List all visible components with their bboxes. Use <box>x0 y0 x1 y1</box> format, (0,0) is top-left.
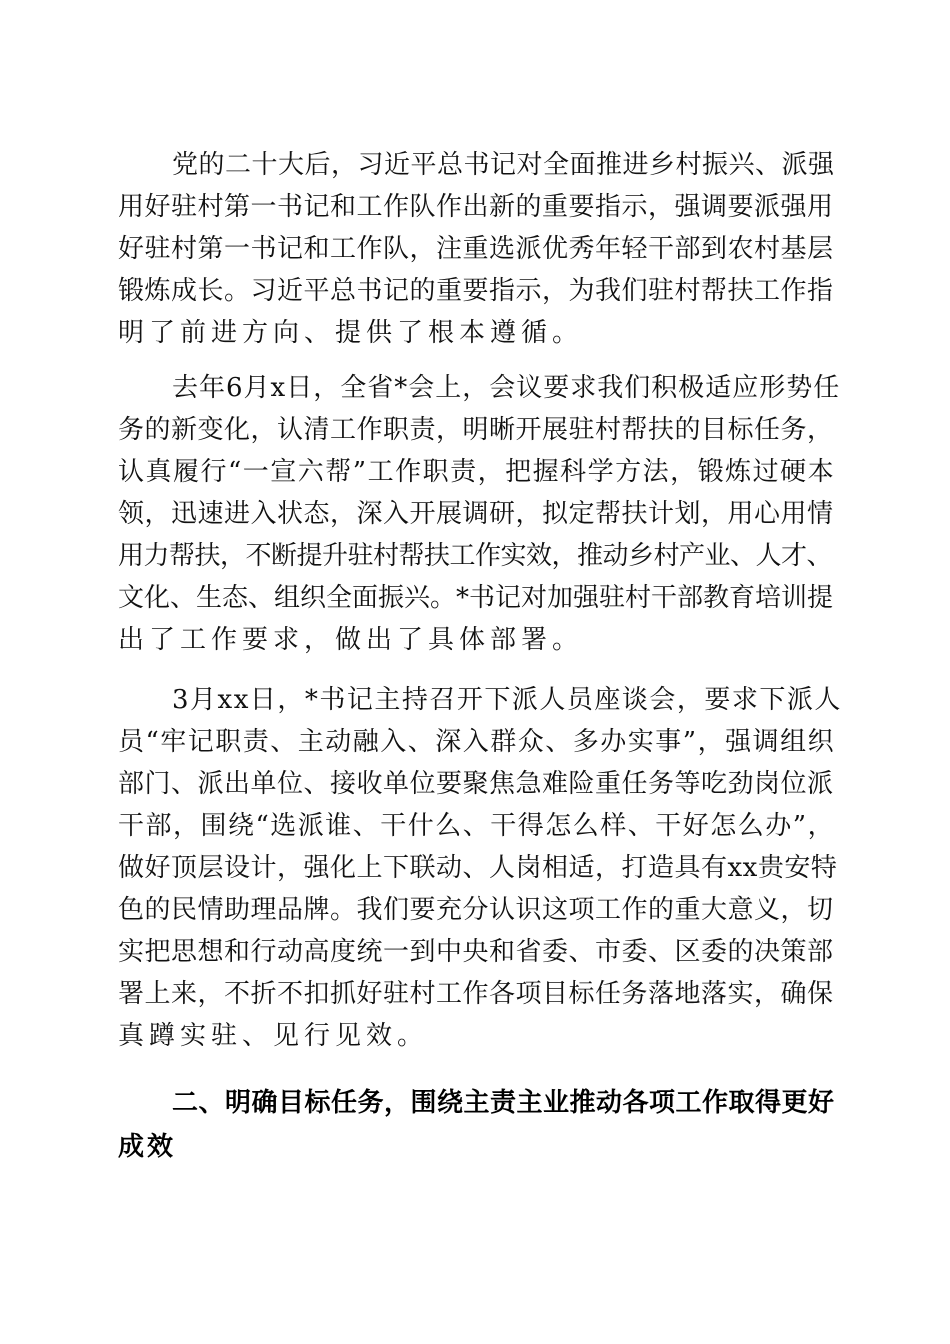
paragraph-3-line-6: 色的民情助理品牌。我们要充分认识这项工作的重大意义，切 <box>118 895 834 925</box>
paragraph-2-line-6: 文化、生态、组织全面振兴。*书记对加强驻村干部教育培训提 <box>118 583 834 613</box>
paragraph-2-line-1: 去年6月x日，全省*会上，会议要求我们积极适应形势任 <box>172 373 841 403</box>
paragraph-2-line-3: 认真履行“一宣六帮”工作职责，把握科学方法，锻炼过硬本 <box>118 457 836 487</box>
paragraph-2-line-5: 用力帮扶，不断提升驻村帮扶工作实效，推动乡村产业、人才、 <box>118 541 833 571</box>
paragraph-2-line-4: 领，迅速进入状态，深入开展调研，拟定帮扶计划，用心用情 <box>118 499 834 529</box>
paragraph-2-line-2: 务的新变化，认清工作职责，明晰开展驻村帮扶的目标任务， <box>118 415 834 445</box>
paragraph-3-line-8: 署上来，不折不扣抓好驻村工作各项目标任务落地落实，确保 <box>118 979 834 1009</box>
paragraph-1-line-3: 好驻村第一书记和工作队，注重选派优秀年轻干部到农村基层 <box>118 234 834 264</box>
paragraph-3-line-4: 干部，围绕“选派谁、干什么、干得怎么样、干好怎么办”， <box>118 811 836 841</box>
paragraph-3-line-5: 做好顶层设计，强化上下联动、人岗相适，打造具有xx贵安特 <box>118 853 838 883</box>
paragraph-3-line-2: 员“牢记职责、主动融入、深入群众、多办实事”，强调组织 <box>118 727 836 757</box>
paragraph-3-line-7: 实把思想和行动高度统一到中央和省委、市委、区委的决策部 <box>118 937 834 967</box>
paragraph-1-line-1: 党的二十大后，习近平总书记对全面推进乡村振兴、派强 <box>172 150 835 180</box>
paragraph-3-line-1: 3月xx日，*书记主持召开下派人员座谈会，要求下派人 <box>172 685 842 715</box>
paragraph-2-line-7: 出了工作要求，做出了具体部署。 <box>118 625 584 655</box>
paragraph-3-line-9: 真蹲实驻、见行见效。 <box>118 1021 429 1051</box>
section-heading-line-1: 二、明确目标任务，围绕主责主业推动各项工作取得更好 <box>172 1088 835 1118</box>
paragraph-1-line-2: 用好驻村第一书记和工作队作出新的重要指示，强调要派强用 <box>118 192 834 222</box>
paragraph-3-line-3: 部门、派出单位、接收单位要聚焦急难险重任务等吃劲岗位派 <box>118 769 834 799</box>
paragraph-1-line-4: 锻炼成长。习近平总书记的重要指示，为我们驻村帮扶工作指 <box>118 276 834 306</box>
paragraph-1-line-5: 明了前进方向、提供了根本遵循。 <box>118 318 584 348</box>
section-heading-line-2: 成效 <box>118 1132 177 1162</box>
